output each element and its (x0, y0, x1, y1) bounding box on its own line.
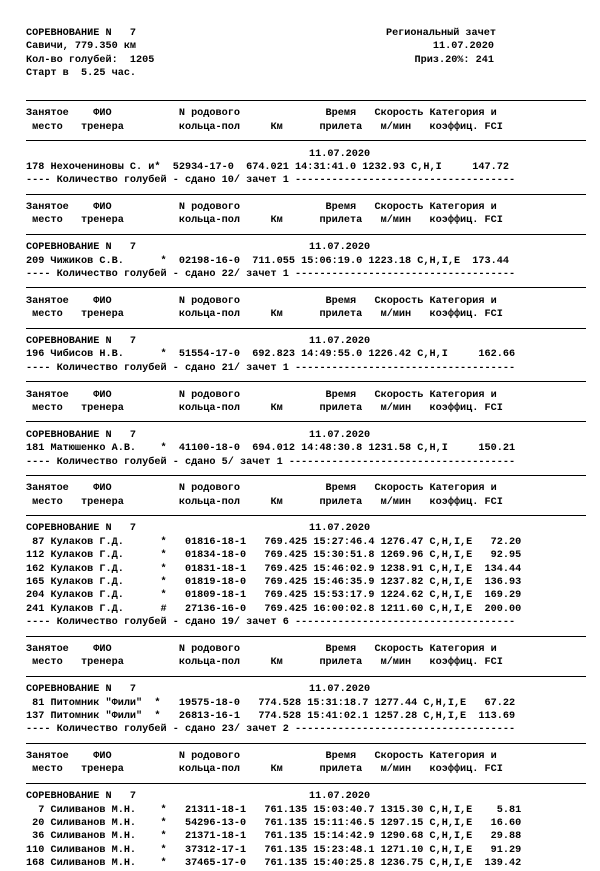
block-title-line (26, 241, 586, 254)
result-row: 241 Кулаков Г.Д. # 27136-16-0 769.425 16:00:02.8 1211.60 С,Н,I,Е 200.00 (26, 603, 522, 615)
divider (26, 509, 586, 522)
block-date: 11.07.2020 (309, 335, 371, 347)
block-date: 11.07.2020 (309, 148, 371, 160)
competition-title: СОРЕВНОВАНИЕ N 7 (26, 429, 137, 441)
column-header-line-1: Занятое ФИО N родового Время Скорость Категория и (26, 108, 497, 120)
column-header-line-2: место тренера кольца-пол Км прилета м/мин коэффиц. FCI (26, 496, 503, 508)
competition-title: СОРЕВНОВАНИЕ N 7 (26, 684, 137, 696)
result-row: 162 Кулаков Г.Д. * 01831-18-1 769.425 15:46:02.9 1238.91 С,Н,I,Е 134.44 (26, 563, 522, 575)
block-title-line (26, 429, 586, 442)
header-left: Кол-во голубей: 1205 (26, 54, 155, 66)
column-header-line-1: Занятое ФИО N родового Время Скорость Категория и (26, 295, 497, 307)
result-row: 81 Питомник "Фили" * 19575-18-0 774.528 15:31:18.7 1277.44 С,Н,I,Е 67.22 (26, 697, 516, 709)
divider (26, 94, 586, 107)
result-row: 165 Кулаков Г.Д. * 01819-18-0 769.425 15:46:35.9 1237.82 С,Н,I,Е 136.93 (26, 577, 522, 589)
block-summary: ---- Количество голубей - сдано 22/ зачет 1 ------------------------------------ (26, 269, 516, 281)
column-header-line-2: место тренера кольца-пол Км прилета м/мин коэффиц. FCI (26, 309, 503, 321)
block-date: 11.07.2020 (309, 791, 371, 803)
header-left: Савичи, 779.350 км (26, 41, 137, 53)
header-line (26, 54, 586, 67)
column-header-line-1: Занятое ФИО N родового Время Скорость Категория и (26, 202, 497, 214)
result-row: 209 Чижиков С.В. * 02198-16-0 711.055 15:06:19.0 1223.18 С,Н,I,Е 173.44 (26, 255, 509, 267)
header-left: СОРЕВНОВАНИЕ N 7 (26, 28, 137, 39)
block-date: 11.07.2020 (309, 242, 371, 254)
block-title-line (26, 683, 586, 696)
result-row: 204 Кулаков Г.Д. * 01809-18-1 769.425 15:53:17.9 1224.62 С,Н,I,Е 169.29 (26, 590, 522, 602)
block-title-line (26, 335, 586, 348)
result-row: 196 Чибисов Н.В. * 51554-17-0 692.823 14:49:55.0 1226.42 С,Н,I 162.66 (26, 349, 516, 361)
block-summary: ---- Количество голубей - сдано 23/ зачет 2 ------------------------------------ (26, 724, 516, 736)
column-header-line-2: место тренера кольца-пол Км прилета м/мин коэффиц. FCI (26, 215, 503, 227)
result-row: 110 Силиванов М.Н. * 37312-17-1 761.135 15:23:48.1 1271.10 С,Н,I,Е 91.29 (26, 844, 522, 856)
block-title-line (26, 148, 586, 161)
block-summary: ---- Количество голубей - сдано 10/ зачет 1 ------------------------------------ (26, 175, 516, 187)
block-summary: ---- Количество голубей - сдано 21/ зачет 1 ------------------------------------ (26, 362, 516, 374)
column-header-line-1: Занятое ФИО N родового Время Скорость Категория и (26, 483, 497, 495)
results-document (26, 27, 586, 871)
result-row: 87 Кулаков Г.Д. * 01816-18-1 769.425 15:27:46.4 1276.47 С,Н,I,Е 72.20 (26, 536, 522, 548)
divider (26, 630, 586, 643)
result-row: 137 Питомник "Фили" * 26813-16-1 774.528 15:41:02.1 1257.28 С,Н,I,Е 113.69 (26, 710, 516, 722)
column-header-line-1: Занятое ФИО N родового Время Скорость Категория и (26, 751, 497, 763)
divider (26, 228, 586, 241)
header-left: Старт в 5.25 час. (26, 68, 137, 80)
divider (26, 777, 586, 790)
divider (26, 469, 586, 482)
header-right: 11.07.2020 (432, 41, 494, 53)
competition-title: СОРЕВНОВАНИЕ N 7 (26, 523, 137, 535)
header-line (26, 67, 586, 80)
block-summary: ---- Количество голубей - сдано 5/ зачет 1 ------------------------------------- (26, 456, 516, 468)
divider (26, 322, 586, 335)
competition-title: СОРЕВНОВАНИЕ N 7 (26, 335, 137, 347)
column-header-line-1: Занятое ФИО N родового Время Скорость Категория и (26, 643, 497, 655)
block-date: 11.07.2020 (309, 429, 371, 441)
column-header-line-2: место тренера кольца-пол Км прилета м/мин коэффиц. FCI (26, 657, 503, 669)
result-row: 181 Матюшенко А.В. * 41100-18-0 694.012 14:48:30.8 1231.58 С,Н,I 150.21 (26, 443, 516, 455)
header-right: Приз.20%: 241 (414, 54, 494, 66)
column-header-line-2: место тренера кольца-пол Км прилета м/мин коэффиц. FCI (26, 121, 503, 133)
divider (26, 281, 586, 294)
result-row: 20 Силиванов М.Н. * 54296-13-0 761.135 15:11:46.5 1297.15 С,Н,I,Е 16.60 (26, 818, 522, 830)
header-right: Региональный зачет (385, 28, 496, 39)
divider (26, 415, 586, 428)
divider (26, 737, 586, 750)
result-row: 7 Силиванов М.Н. * 21311-18-1 761.135 15:03:40.7 1315.30 С,Н,I,Е 5.81 (26, 804, 522, 816)
competition-title: СОРЕВНОВАНИЕ N 7 (26, 242, 137, 254)
header-line (26, 40, 586, 53)
block-date: 11.07.2020 (309, 523, 371, 535)
header-line (26, 27, 586, 40)
block-title-line (26, 522, 586, 535)
block-title-line (26, 790, 586, 803)
block-date: 11.07.2020 (309, 684, 371, 696)
result-row: 168 Силиванов М.Н. * 37465-17-0 761.135 15:40:25.8 1236.75 С,Н,I,Е 139.42 (26, 858, 522, 870)
column-header-line-2: место тренера кольца-пол Км прилета м/мин коэффиц. FCI (26, 764, 503, 776)
divider (26, 188, 586, 201)
divider (26, 670, 586, 683)
competition-title: СОРЕВНОВАНИЕ N 7 (26, 791, 137, 803)
result-row: 178 Нехочениновы С. и* 52934-17-0 674.021 14:31:41.0 1232.93 С,Н,I 147.72 (26, 161, 509, 173)
result-row: 112 Кулаков Г.Д. * 01834-18-0 769.425 15:30:51.8 1269.96 С,Н,I,Е 92.95 (26, 550, 522, 562)
column-header-line-1: Занятое ФИО N родового Время Скорость Категория и (26, 389, 497, 401)
divider (26, 375, 586, 388)
divider (26, 134, 586, 147)
block-summary: ---- Количество голубей - сдано 19/ зачет 6 ------------------------------------ (26, 617, 516, 629)
result-row: 36 Силиванов М.Н. * 21371-18-1 761.135 15:14:42.9 1290.68 С,Н,I,Е 29.88 (26, 831, 522, 843)
column-header-line-2: место тренера кольца-пол Км прилета м/мин коэффиц. FCI (26, 402, 503, 414)
